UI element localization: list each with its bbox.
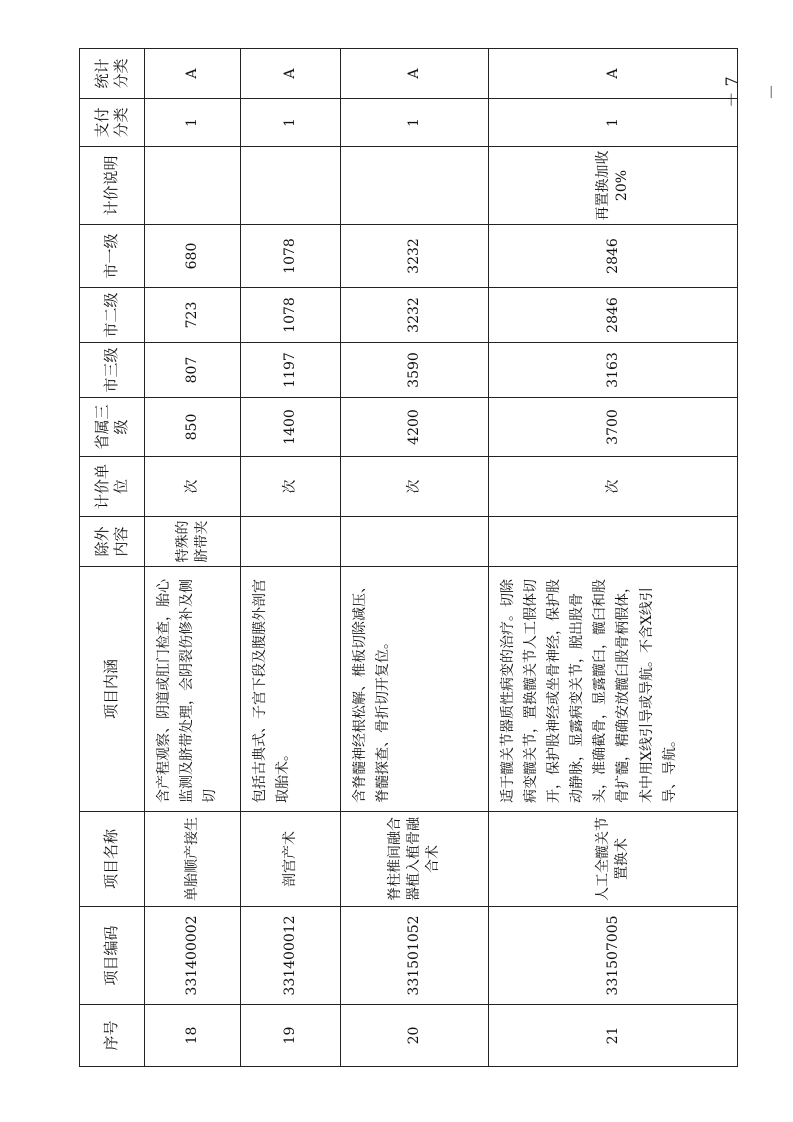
cell-name: 单胎顺产接生 xyxy=(145,812,241,907)
header-city3: 市三级 xyxy=(80,343,145,398)
cell-seq: 20 xyxy=(341,1005,489,1067)
header-pay: 支付分类 xyxy=(80,99,145,147)
cell-prov3: 4200 xyxy=(341,398,489,457)
header-row xyxy=(80,49,145,1067)
header-city2: 市二级 xyxy=(80,288,145,343)
cell-content: 包括古典式、子宫下段及腹膜外剖宫取胎术。 xyxy=(241,567,341,812)
page-number: － 7 － xyxy=(722,76,781,108)
header-city1: 市一级 xyxy=(80,225,145,288)
cell-code: 331400002 xyxy=(145,907,241,1005)
cell-city1: 3232 xyxy=(341,225,489,288)
header-code: 项目编码 xyxy=(80,907,145,1005)
cell-excluded xyxy=(341,517,489,567)
cell-pay: 1 xyxy=(341,99,489,147)
cell-city2: 2846 xyxy=(489,288,738,343)
header-content: 项目内涵 xyxy=(80,567,145,812)
cell-seq: 18 xyxy=(145,1005,241,1067)
cell-prov3: 850 xyxy=(145,398,241,457)
cell-city3: 3163 xyxy=(489,343,738,398)
cell-name: 人工全髋关节置换术 xyxy=(489,812,738,907)
header-prov3: 省属三级 xyxy=(80,398,145,457)
cell-city1: 2846 xyxy=(489,225,738,288)
cell-stat: A xyxy=(341,49,489,99)
header-note: 计价说明 xyxy=(80,147,145,225)
cell-stat: A xyxy=(489,49,738,99)
cell-city2: 723 xyxy=(145,288,241,343)
cell-seq: 19 xyxy=(241,1005,341,1067)
cell-pay: 1 xyxy=(145,99,241,147)
cell-city2: 3232 xyxy=(341,288,489,343)
cell-unit: 次 xyxy=(241,457,341,517)
cell-name: 脊柱椎间融合器植入植骨融合术 xyxy=(341,812,489,907)
header-seq: 序号 xyxy=(80,1005,145,1067)
table-row xyxy=(241,49,341,1067)
cell-unit: 次 xyxy=(341,457,489,517)
cell-excluded: 特殊的脐带夹 xyxy=(145,517,241,567)
cell-city3: 807 xyxy=(145,343,241,398)
cell-city2: 1078 xyxy=(241,288,341,343)
table-row xyxy=(341,49,489,1067)
cell-content: 含脊髓神经根松解、椎板切除减压、脊髓探查、骨折切开复位。 xyxy=(341,567,489,812)
cell-city1: 1078 xyxy=(241,225,341,288)
cell-code: 331507005 xyxy=(489,907,738,1005)
header-name: 项目名称 xyxy=(80,812,145,907)
cell-pay: 1 xyxy=(241,99,341,147)
cell-city3: 1197 xyxy=(241,343,341,398)
cell-content: 含产程观察、阴道或肛门检查，胎心监测及脐带处理，会阴裂伤修补及侧切 xyxy=(145,567,241,812)
cell-note xyxy=(145,147,241,225)
cell-unit: 次 xyxy=(145,457,241,517)
table-row xyxy=(489,49,738,1067)
header-excluded: 除外内容 xyxy=(80,517,145,567)
header-unit: 计价单位 xyxy=(80,457,145,517)
cell-note: 再置换加收20% xyxy=(489,147,738,225)
cell-code: 331400012 xyxy=(241,907,341,1005)
cell-note xyxy=(241,147,341,225)
cell-city1: 680 xyxy=(145,225,241,288)
cell-prov3: 3700 xyxy=(489,398,738,457)
cell-city3: 3590 xyxy=(341,343,489,398)
cell-code: 331501052 xyxy=(341,907,489,1005)
cell-seq: 21 xyxy=(489,1005,738,1067)
cell-name: 剖宫产术 xyxy=(241,812,341,907)
cell-content: 适于髋关节器质性病变的治疗。切除病变髋关节，置换髋关节人工假体切开，保护股神经或坐骨神经，保护股动静脉，显露病变关节，脱出股骨头，准确截骨，显露髋臼，髋臼和股骨扩髓，精确安放髋臼股骨柄假体，术中用X线引导或导航。不含X线引导、导航。 xyxy=(489,567,738,812)
rotated-table-container xyxy=(79,49,737,1067)
cell-excluded xyxy=(241,517,341,567)
cell-note xyxy=(341,147,489,225)
table-row xyxy=(145,49,241,1067)
header-stat: 统计分类 xyxy=(80,49,145,99)
cell-prov3: 1400 xyxy=(241,398,341,457)
cell-excluded xyxy=(489,517,738,567)
cell-stat: A xyxy=(241,49,341,99)
cell-pay: 1 xyxy=(489,99,738,147)
fee-table xyxy=(79,48,738,1067)
cell-unit: 次 xyxy=(489,457,738,517)
cell-stat: A xyxy=(145,49,241,99)
